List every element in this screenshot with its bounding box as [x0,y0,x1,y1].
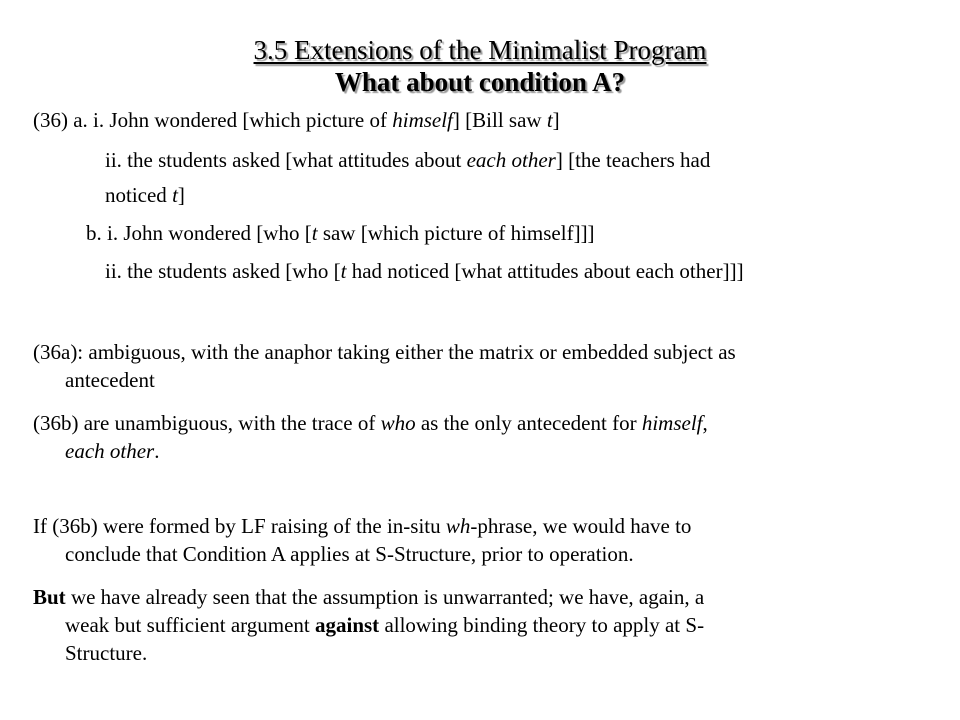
text-run: -phrase, we would have to [470,514,692,538]
text-run: ] [the teachers had [555,148,711,172]
italic-text: t [172,183,178,207]
text-run: ] [Bill saw [452,108,547,132]
text-run: saw [which picture of himself]]] [317,221,595,245]
paragraph-but-line3 [65,640,147,666]
slide-title: 3.5 Extensions of the Minimalist Program [253,35,707,65]
italic-text: each other [65,439,155,463]
paragraph-36a-line2 [65,367,155,393]
text-run: ii. the students asked [who [ [105,259,341,283]
italic-text: t [340,259,347,283]
text-run: (36a): ambiguous, with the anaphor taking either the matrix or embedded subject as [33,340,736,364]
text-run: noticed [105,183,173,207]
text-run: allowing binding theory to apply at S- [379,613,705,637]
text-run: ] [177,183,185,207]
text-run: If (36b) were formed by LF raising of the in-situ [33,514,446,538]
example-36a-ii-line2 [105,182,185,208]
italic-text: wh [445,514,471,538]
text-run: . [154,439,160,463]
text-run: ii. the students asked [what attitudes about [105,148,467,172]
paragraph-36b-line2 [65,438,159,464]
paragraph-36a-line1 [33,339,736,365]
text-run: conclude that Condition A applies at S-Structure, prior to operation. [65,542,634,566]
slide-subtitle: What about condition A? [334,67,626,97]
italic-text: who [380,411,416,435]
example-36b-ii [105,258,744,284]
text-run: ] [552,108,560,132]
paragraph-but-line2 [65,612,704,638]
italic-text: t [546,108,553,132]
text-run: Structure. [65,641,148,665]
italic-text: himself [392,108,453,132]
text-run: we have already seen that the assumption is unwarranted; we have, again, a [65,585,705,609]
paragraph-but-line1 [33,584,704,610]
text-run: as the only antecedent for [415,411,642,435]
bold-text: against [315,613,380,637]
paragraph-if-line1 [33,513,691,539]
example-36a-ii-line1 [105,147,710,173]
text-run: b. i. John wondered [who [ [86,221,312,245]
text-run: (36) a. i. John wondered [which picture of [33,108,393,132]
text-run: , [702,411,708,435]
example-36a-i [33,107,560,133]
paragraph-36b-line1 [33,410,708,436]
bold-text: But [33,585,66,609]
italic-text: each other [466,148,556,172]
text-run: (36b) are unambiguous, with the trace of [33,411,381,435]
text-run: had noticed [what attitudes about each other]]] [346,259,744,283]
example-36b-i [86,220,595,246]
text-run: antecedent [65,368,155,392]
italic-text: t [311,221,318,245]
italic-text: himself [641,411,703,435]
text-run: weak but sufficient argument [65,613,315,637]
paragraph-if-line2 [65,541,634,567]
